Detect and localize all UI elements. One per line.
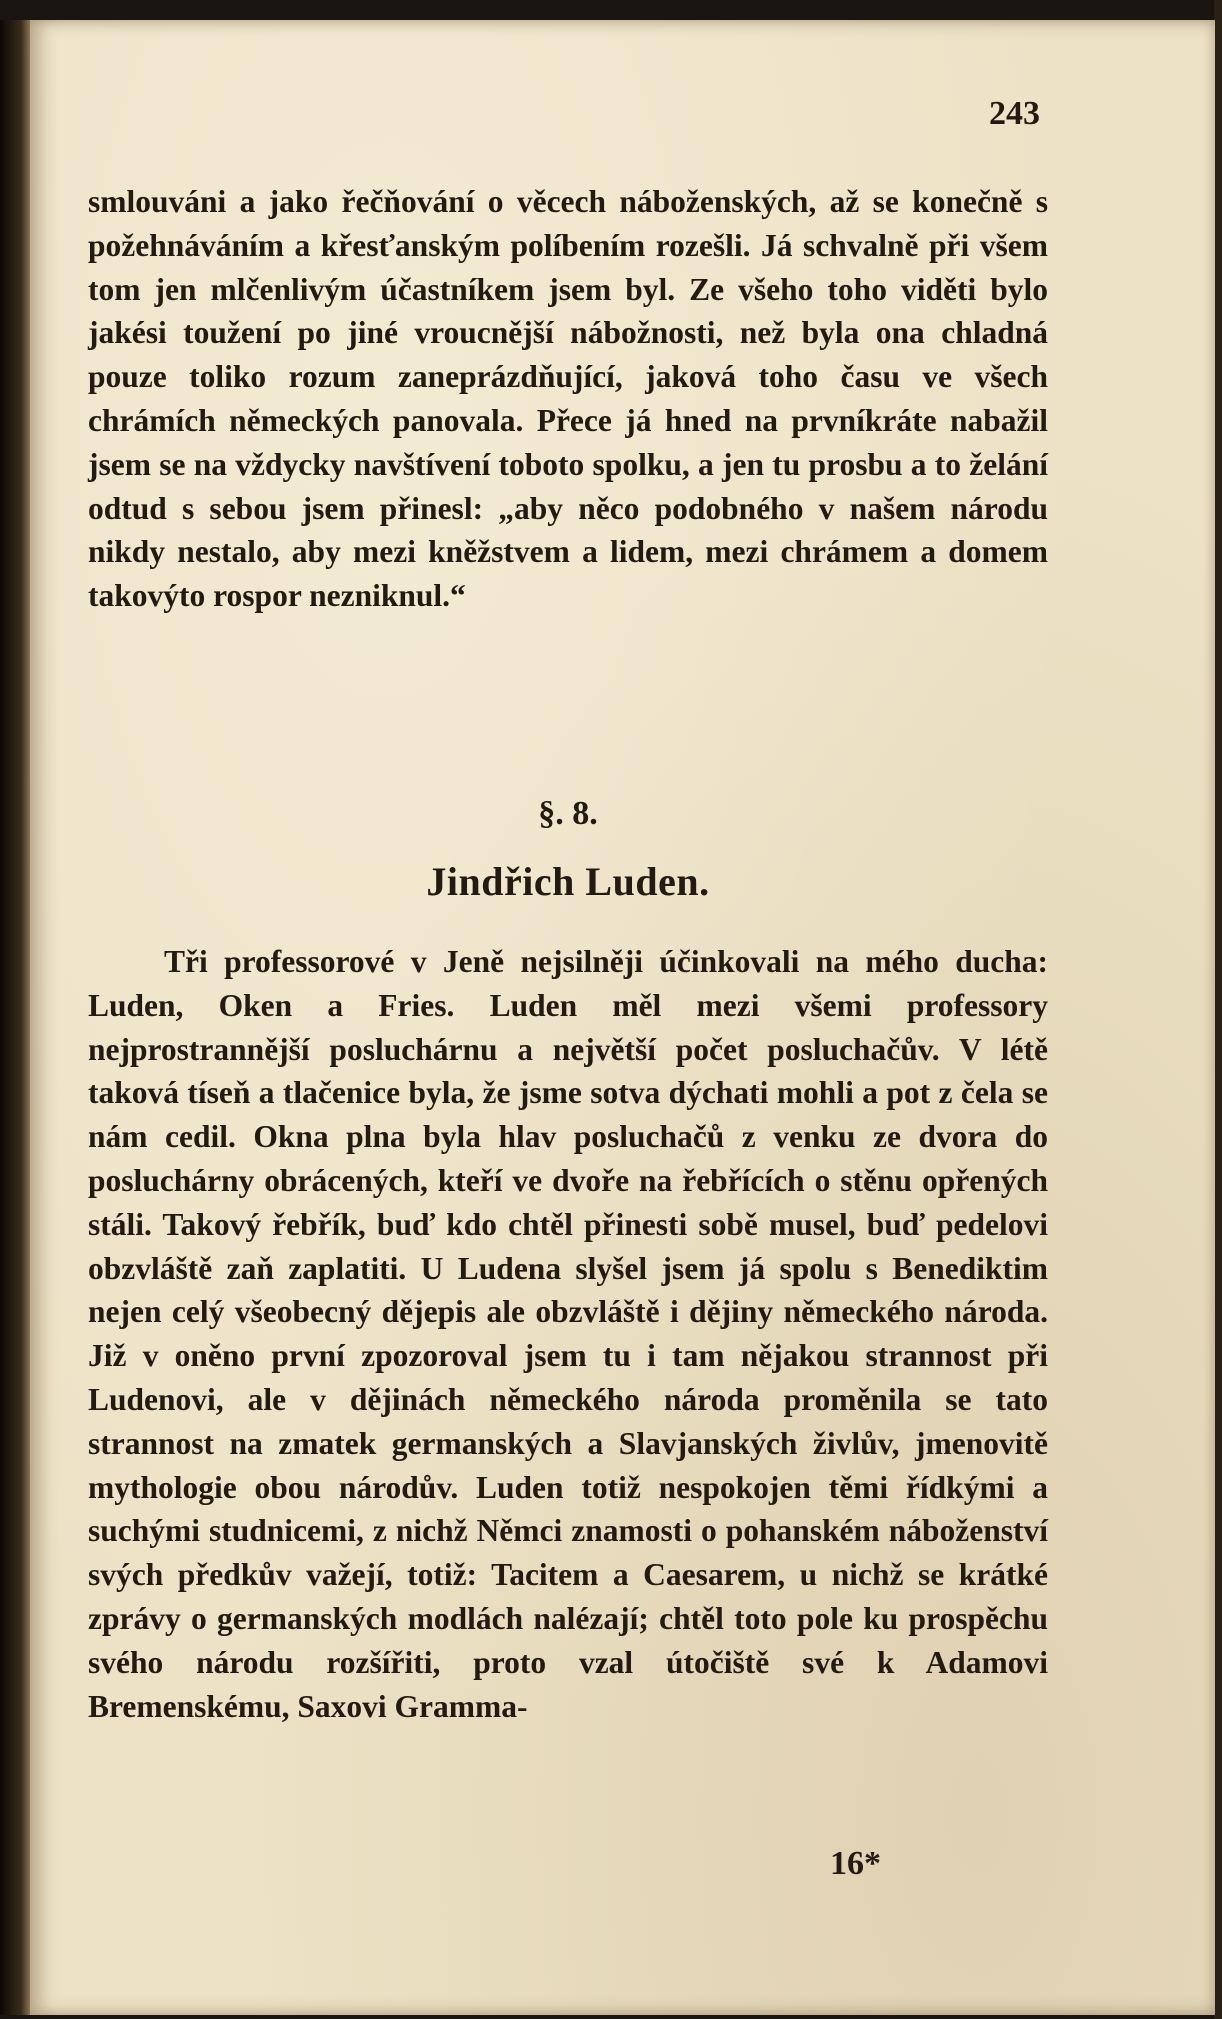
section-number: §. 8.: [538, 795, 598, 832]
book-gutter: [0, 20, 30, 2015]
section-title: Jindřich Luden.: [426, 859, 710, 904]
paragraph-1: smlouváni a jako řečňování o věcech náboženských, až se konečně s požehnáváním a křesťanským políbením rozešli. Já schvalně při všem tom jen mlčenlivým účastníkem jsem byl. Ze všeho toho viděti bylo jakési toužení po jiné vroucnější nábožnosti, než byla ona chladná pouze toliko rozum zaneprázdňující, jaková toho času ve všech chrámích německých panovala. Přece já hned na prvníkráte nabažil jsem se na vždycky navštívení toboto spolku, a jen tu prosbu a to želání odtud s sebou jsem přinesl: „aby něco podobného v našem národu nikdy nestalo, aby mezi kněžstvem a lidem, mezi chrámem a domem takovýto rospor nezniknul.“: [88, 184, 1048, 614]
page-number: 243: [989, 95, 1040, 132]
paragraph-2: Tři professorové v Jeně nejsilněji účinkovali na mého ducha: Luden, Oken a Fries. Luden měl mezi všemi professory nejprostrannější posluchárnu a největší počet posluchačův. V létě taková tíseň a tlačenice byla, že jsme sotva dýchati mohli a pot z čela se nám cedil. Okna plna byla hlav posluchačů z venku ze dvora do posluchárny obrácených, kteří ve dvoře na řebřících o stěnu opřených stáli. Takový řebřík, buď kdo chtěl přinesti sobě musel, buď pedelovi obzvláště zaň zaplatiti. U Ludena slyšel jsem já spolu s Benediktim nejen celý všeobecný dějepis ale obzvláště i dějiny německého národa. Již v oněno první zpozoroval jsem tu i tam nějakou strannost při Ludenovi, ale v dějinách německého národa proměnila se tato strannost na zmatek germanských a Slavjanských živlův, jmenovitě mythologie obou národův. Luden totiž nespokojen těmi řídkými a suchými studnicemi, z nichž Němci znamosti o pohanském náboženství svých předkův važejí, totiž: Tacitem a Caesarem, u nichž se krátké zprávy o germanských modlách nalézají; chtěl toto pole ku prospěchu svého národu rozšířiti, proto vzal útočiště své k Adamovi Bremenskému, Saxovi Gramma-: [88, 944, 1048, 1724]
page-edge: [1214, 0, 1222, 2019]
printer-signature: 16*: [830, 1845, 881, 1882]
